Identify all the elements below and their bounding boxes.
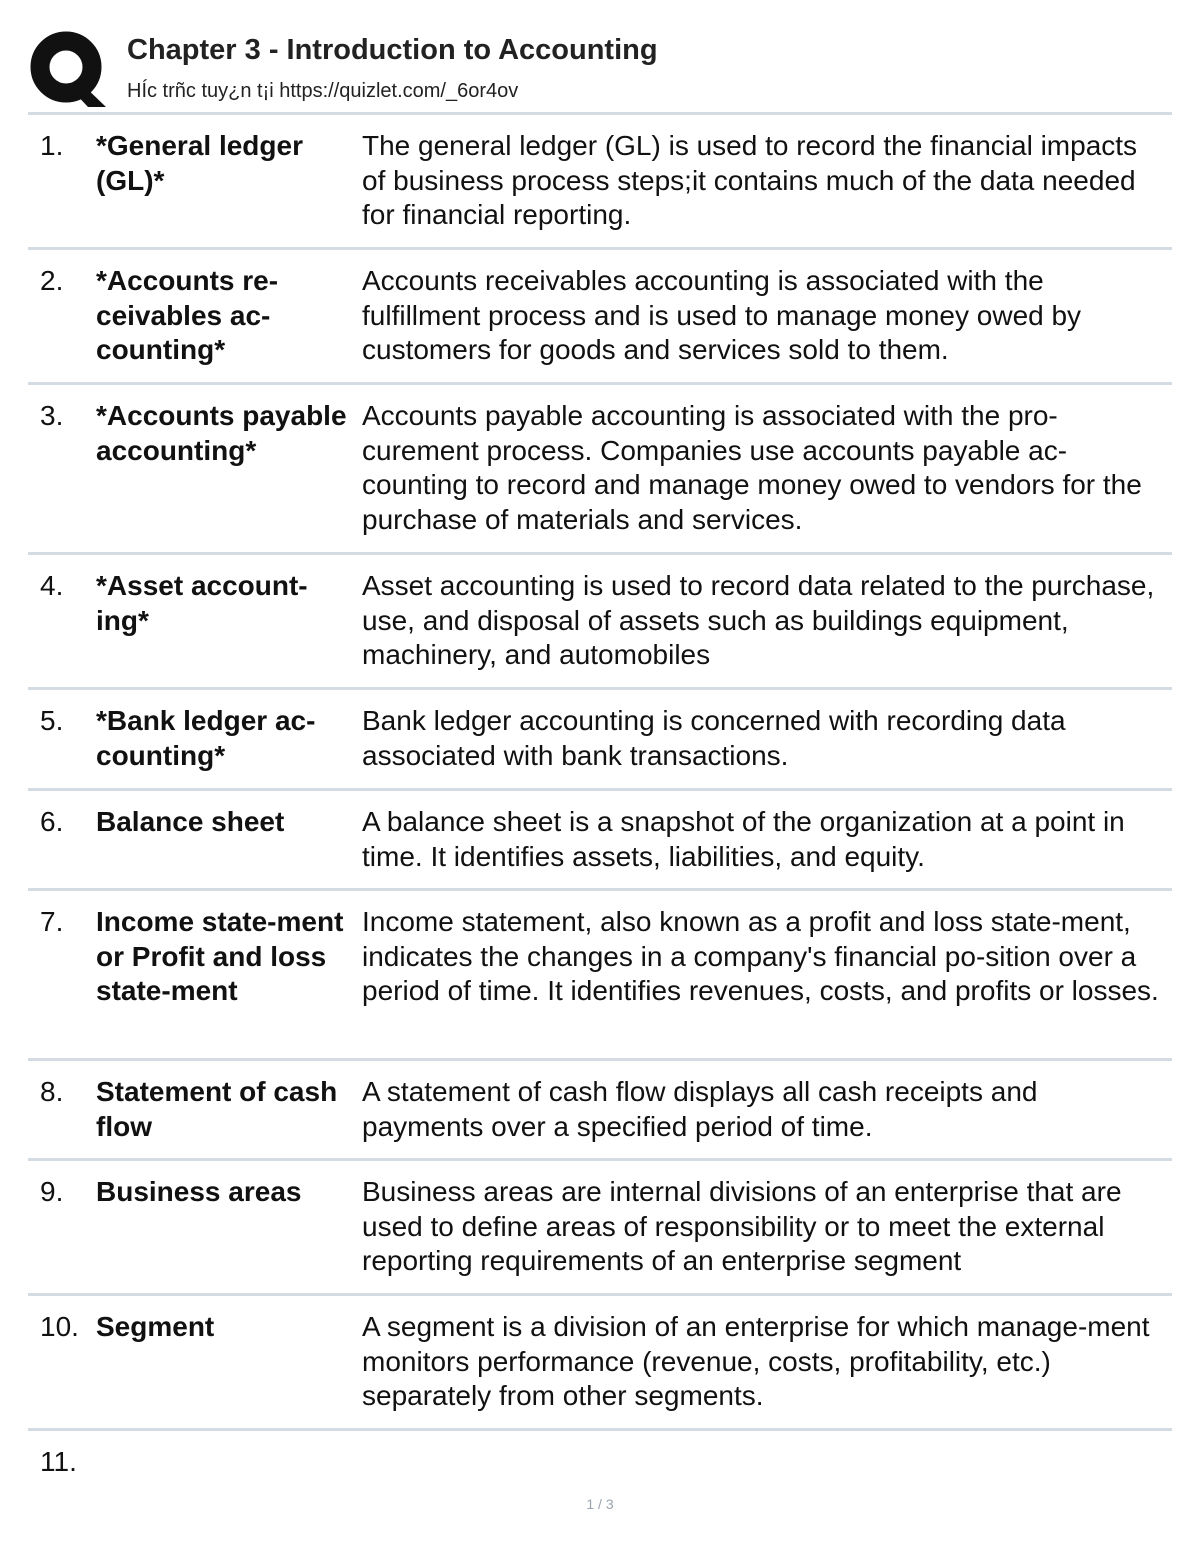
term-number: 8. (40, 1076, 64, 1107)
term-definition: Income statement, also known as a profit and loss state-ment, indicates the changes in a company's financial po-sition over a period of time. It identifies revenues, costs, and profits or losses. (362, 906, 1159, 1006)
page-indicator: 1 / 3 (586, 1496, 614, 1512)
term-row (28, 891, 1172, 1061)
term-row (28, 791, 1172, 891)
term-definition (362, 1445, 1172, 1501)
term-name: Income state-ment or Profit and loss state-ment (96, 906, 344, 1006)
term-row (28, 555, 1172, 690)
term-number: 9. (40, 1176, 64, 1207)
term-row (28, 1061, 1172, 1161)
term-definition: Asset accounting is used to record data related to the purchase, use, and disposal of assets such as buildings equipment, machinery, and automobiles (362, 570, 1155, 670)
term-row (28, 385, 1172, 555)
term-definition: The general ledger (GL) is used to record the financial impacts of business process steps;it contains much of the data needed for financial reporting. (362, 130, 1138, 230)
term-number: 7. (40, 906, 64, 937)
term-name: Statement of cash flow (96, 1076, 338, 1142)
term-number: 5. (40, 705, 64, 736)
terms-list (28, 112, 1172, 1501)
term-name: *Accounts payable accounting* (96, 400, 347, 466)
term-name: *Accounts re-ceivables ac-counting* (96, 265, 279, 365)
term-number: 1. (40, 130, 64, 161)
term-name: Business areas (96, 1176, 302, 1207)
term-row (28, 250, 1172, 385)
term-row (28, 690, 1172, 791)
term-row (28, 115, 1172, 250)
term-name: *Bank ledger ac-counting* (96, 705, 316, 771)
term-name: *General ledger (GL)* (96, 130, 303, 196)
term-number: 4. (40, 570, 64, 601)
term-definition: A segment is a division of an enterprise for which manage-ment monitors performance (revenue, costs, profitability, etc.) separately from other segments. (362, 1311, 1150, 1411)
document-title: Chapter 3 - Introduction to Accounting (127, 34, 658, 66)
term-name: Segment (96, 1311, 215, 1342)
term-number: 11. (40, 1446, 77, 1477)
term-definition: Accounts payable accounting is associated with the pro-curement process. Companies use accounts payable ac-counting to record and manage money owed to vendors for the purchase of materials and services. (362, 400, 1142, 535)
term-number: 6. (40, 806, 64, 837)
term-name: Balance sheet (96, 806, 285, 837)
term-number: 10. (40, 1311, 79, 1342)
term-name (96, 1445, 362, 1501)
term-definition: Business areas are internal divisions of an enterprise that are used to define areas of responsibility or to meet the external reporting requirements of an enterprise segment (362, 1176, 1122, 1276)
term-definition: A statement of cash flow displays all cash receipts and payments over a specified period of time. (362, 1076, 1038, 1142)
term-row (28, 1431, 1172, 1501)
term-definition: A balance sheet is a snapshot of the organization at a point in time. It identifies assets, liabilities, and equity. (362, 806, 1125, 872)
term-definition: Accounts receivables accounting is associated with the fulfillment process and is used to manage money owed by customers for goods and services sold to them. (362, 265, 1082, 365)
term-row (28, 1161, 1172, 1296)
document-source: HÍc trñc tuy¿n t¡i https://quizlet.com/_6or4ov (127, 80, 519, 102)
quizlet-logo-icon (30, 30, 108, 108)
term-row (28, 1296, 1172, 1431)
term-name: *Asset account-ing* (96, 570, 308, 636)
term-number: 2. (40, 265, 64, 296)
term-definition: Bank ledger accounting is concerned with recording data associated with bank transactions. (362, 705, 1066, 771)
term-number: 3. (40, 400, 64, 431)
